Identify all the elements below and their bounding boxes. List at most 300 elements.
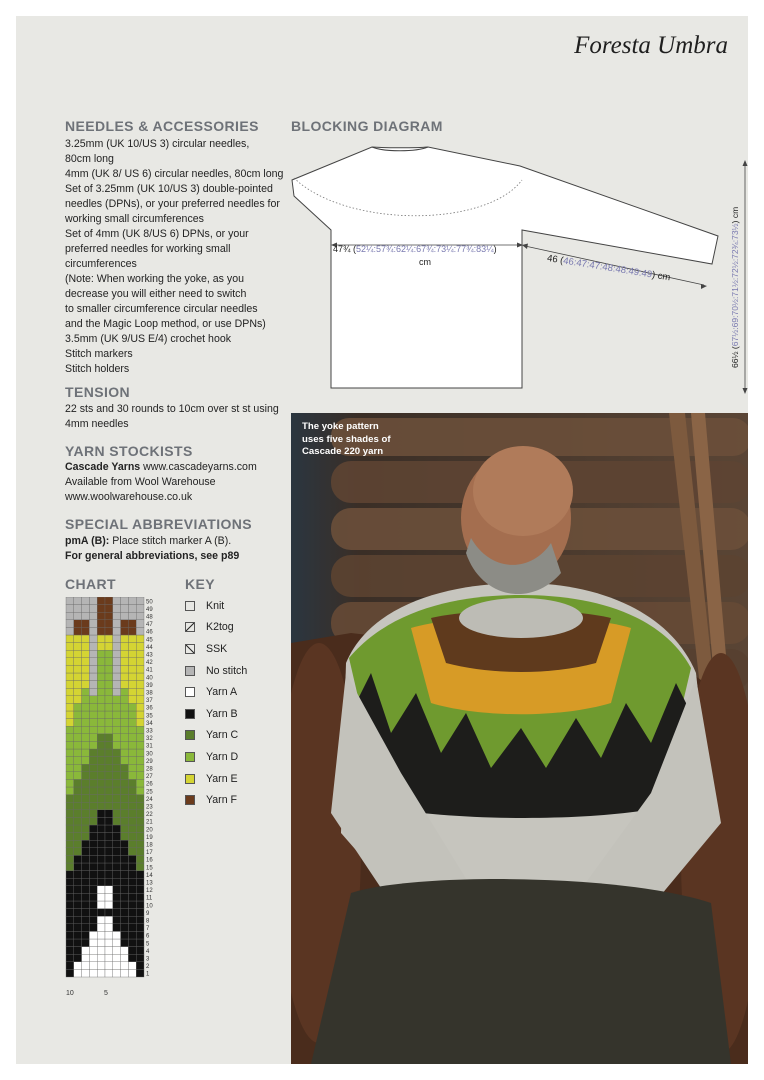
chart-row-number: 30 (146, 751, 153, 758)
chart-cell (89, 795, 97, 803)
key-label: Yarn B (206, 707, 238, 720)
chart-cell (121, 627, 129, 635)
chart-cell (97, 840, 105, 848)
chart-cell (136, 741, 144, 749)
chart-cell (105, 605, 113, 613)
chart-cell (82, 620, 90, 628)
chart-cell (121, 673, 129, 681)
chart-cell (105, 749, 113, 757)
k2tog-symbol-icon (185, 622, 195, 632)
chart-cell (128, 886, 136, 894)
chart-cell (74, 605, 82, 613)
chart-cell (128, 696, 136, 704)
chart-cell (136, 635, 144, 643)
chart-cell (82, 886, 90, 894)
chart-cell (136, 817, 144, 825)
chart-cell (128, 605, 136, 613)
chart-cell (136, 901, 144, 909)
chart-row-number: 22 (146, 812, 153, 819)
chart-cell (128, 681, 136, 689)
chart-cell (97, 711, 105, 719)
chart-cell (113, 810, 121, 818)
abbrev-heading: SPECIAL ABBREVIATIONS (65, 516, 253, 532)
chart-row-number: 44 (146, 644, 153, 651)
chart-cell (66, 643, 74, 651)
chart-cell (113, 893, 121, 901)
chart-cell (121, 893, 129, 901)
chart-cell (89, 696, 97, 704)
chart-cell (105, 643, 113, 651)
chart-cell (82, 840, 90, 848)
chart-cell (82, 772, 90, 780)
chart-row-number: 20 (146, 827, 153, 834)
chart-cell (82, 757, 90, 765)
chart-cell (113, 787, 121, 795)
chart-cell (82, 597, 90, 605)
chart-row-number: 8 (146, 918, 150, 925)
chart-cell (97, 734, 105, 742)
chart-cell (82, 711, 90, 719)
chart-row-numbers (146, 599, 153, 977)
chart-cell (136, 962, 144, 970)
chart-cell (113, 658, 121, 666)
chart-cell (113, 764, 121, 772)
chart-cell (121, 817, 129, 825)
chart-cell (82, 643, 90, 651)
chart-row-number: 39 (146, 682, 153, 689)
page (16, 16, 748, 1064)
chart-cell (136, 658, 144, 666)
chart-cell (89, 627, 97, 635)
chart-cell (82, 688, 90, 696)
chart-cell (89, 886, 97, 894)
chart-cell (89, 620, 97, 628)
chart-cell (74, 878, 82, 886)
key-label: Yarn D (206, 750, 239, 763)
chart-cell (66, 665, 74, 673)
chart-cell (82, 635, 90, 643)
chart-cell (97, 627, 105, 635)
chart-cell (105, 787, 113, 795)
chart-cell (66, 825, 74, 833)
chart-cell (97, 939, 105, 947)
chest-sizes: 52¼:57¾:62¼:67¾:73¼:77¾:83¼ (356, 244, 494, 254)
chart-cell (136, 734, 144, 742)
chart-row-number: 36 (146, 705, 153, 712)
chart-cell (66, 627, 74, 635)
chart-cell (82, 802, 90, 810)
chart-cell (136, 886, 144, 894)
chart-cell (82, 817, 90, 825)
chart-cell (89, 878, 97, 886)
chart-cell (105, 627, 113, 635)
chart-cell (136, 779, 144, 787)
chart-cell (66, 688, 74, 696)
chart-cell (136, 795, 144, 803)
chart-cell (128, 810, 136, 818)
chart-row-number: 45 (146, 637, 153, 644)
chart-cell (136, 810, 144, 818)
chart-cell (82, 605, 90, 613)
chart-row-number: 5 (146, 941, 150, 948)
chart-cell (136, 605, 144, 613)
key-label: Yarn F (206, 794, 238, 807)
chart-cell (89, 681, 97, 689)
needles-line: Set of 3.25mm (UK 10/US 3) double-pointed (65, 183, 273, 195)
chart-cell (105, 795, 113, 803)
chart-cell (74, 779, 82, 787)
chart-cell (97, 931, 105, 939)
chart-cell (128, 719, 136, 727)
chart-cell (113, 954, 121, 962)
chart-row-number: 29 (146, 758, 153, 765)
chart-cell (121, 840, 129, 848)
chart-cell (89, 612, 97, 620)
chart-cell (97, 703, 105, 711)
tension-text (65, 402, 279, 432)
chart-cell (82, 909, 90, 917)
chest-unit: cm (419, 257, 431, 267)
chart-cell (66, 969, 74, 977)
key-item-no-stitch (185, 660, 247, 682)
chart-cell (121, 954, 129, 962)
needles-line: to smaller circumference circular needles (65, 303, 258, 315)
chart-cell (74, 909, 82, 917)
chart-row-number: 11 (146, 895, 153, 902)
chart-cell (121, 924, 129, 932)
needles-line: circumferences (65, 258, 137, 270)
chart-cell (66, 673, 74, 681)
chart-cell (82, 612, 90, 620)
chart-row-number: 16 (146, 857, 153, 864)
chart-cell (113, 719, 121, 727)
chart-cell (82, 939, 90, 947)
chart-cell (89, 658, 97, 666)
chart-row-number: 32 (146, 736, 153, 743)
chart-cell (97, 863, 105, 871)
chart-cell (97, 696, 105, 704)
chart-cell (136, 719, 144, 727)
chart-cell (105, 757, 113, 765)
chart-cell (128, 726, 136, 734)
chart-cell (89, 650, 97, 658)
key-label: Yarn E (206, 772, 238, 785)
chart-cell (74, 810, 82, 818)
chart-cell (113, 969, 121, 977)
sleeve-measurement: 46 (46:47:47:48:48:49:49) cm (546, 253, 672, 284)
chart-cell (136, 711, 144, 719)
chart-cell (105, 863, 113, 871)
chart-cell (97, 612, 105, 620)
chart-cell (113, 825, 121, 833)
chart-cell (105, 825, 113, 833)
chart-cell (121, 688, 129, 696)
chart-row-number: 47 (146, 622, 153, 629)
chart-cell (121, 741, 129, 749)
chart-cell (89, 665, 97, 673)
chart-cell (105, 901, 113, 909)
key-item-knit (185, 595, 247, 617)
chart-cell (128, 802, 136, 810)
sleeve-sizes: 46:47:47:48:48:49:49 (562, 255, 653, 281)
chart-cell (89, 605, 97, 613)
chart-cell (113, 833, 121, 841)
chart-cell (89, 726, 97, 734)
chart-cell (89, 848, 97, 856)
chart-cell (97, 650, 105, 658)
chart-row-number: 23 (146, 804, 153, 811)
chart-row-number: 46 (146, 629, 153, 636)
chart-cell (128, 833, 136, 841)
chart-cell (97, 969, 105, 977)
chart-cell (113, 757, 121, 765)
chart-cell (113, 627, 121, 635)
chart-cell (136, 825, 144, 833)
chart-cell (128, 779, 136, 787)
chart-cell (82, 954, 90, 962)
chart-cell (113, 620, 121, 628)
chart-cell (121, 916, 129, 924)
chart-cell (89, 810, 97, 818)
chart-cell (105, 810, 113, 818)
chart-cell (136, 597, 144, 605)
chart-cell (66, 764, 74, 772)
chart-cell (128, 597, 136, 605)
chart-cell (128, 749, 136, 757)
chart-cell (105, 673, 113, 681)
chart-cell (82, 893, 90, 901)
chart-cell (128, 734, 136, 742)
needles-line: preferred needles for working small (65, 243, 231, 255)
chart-row-number: 33 (146, 728, 153, 735)
chart-cell (74, 833, 82, 841)
needles-line: working small circumferences (65, 213, 204, 225)
chart-cell (82, 855, 90, 863)
chart-cell (121, 909, 129, 917)
chart-cell (121, 810, 129, 818)
key-label: SSK (206, 642, 228, 655)
chart-cell (82, 726, 90, 734)
key-label: Yarn C (206, 729, 239, 742)
chart-cell (113, 650, 121, 658)
chart-cell (82, 825, 90, 833)
chart-cell (113, 779, 121, 787)
chart-cell (66, 635, 74, 643)
yarn-line (65, 460, 257, 475)
chart-cell (113, 688, 121, 696)
chart-cell (136, 696, 144, 704)
chart-cell (105, 855, 113, 863)
chart-cell (136, 726, 144, 734)
key-item-yarn-b (185, 703, 247, 725)
chart-cell (121, 962, 129, 970)
chart-cell (66, 757, 74, 765)
chart-cell (128, 703, 136, 711)
chart-cell (136, 909, 144, 917)
needles-line: decrease you will either need to switch (65, 288, 247, 300)
chart-row-number: 28 (146, 766, 153, 773)
chart-cell (113, 863, 121, 871)
chart-cell (128, 612, 136, 620)
chart-cell (105, 916, 113, 924)
chart-cell (82, 703, 90, 711)
chart-cell (105, 703, 113, 711)
chart-cell (66, 817, 74, 825)
key-item-yarn-a (185, 681, 247, 703)
chart-cell (74, 673, 82, 681)
chart-cell (89, 909, 97, 917)
needles-line: 3.25mm (UK 10/US 3) circular needles, (65, 138, 250, 150)
chart-cell (66, 863, 74, 871)
chart-cell (89, 962, 97, 970)
chart-row-number: 34 (146, 720, 153, 727)
chart-cell (136, 954, 144, 962)
chart-cell (105, 931, 113, 939)
length-measurement: 66½ (67½:69:70½:71½:72½:72¾:73½) cm (730, 206, 740, 368)
chart-row-number: 37 (146, 698, 153, 705)
chart-cell (136, 855, 144, 863)
chart-row-number: 41 (146, 667, 153, 674)
chart-cell (121, 947, 129, 955)
chart-cell (136, 893, 144, 901)
chart-row-number: 3 (146, 956, 150, 963)
chart-cell (128, 741, 136, 749)
chart-cell (66, 749, 74, 757)
yarn-brand: Cascade Yarns (65, 461, 141, 473)
chart-cell (105, 969, 113, 977)
chart-cell (113, 840, 121, 848)
chart-cell (82, 779, 90, 787)
yarn-a-swatch-icon (185, 687, 195, 697)
chart-cell (128, 848, 136, 856)
chart-cell (136, 764, 144, 772)
chart-cell (128, 931, 136, 939)
chart-cell (128, 939, 136, 947)
chart-cell (89, 833, 97, 841)
chart-cell (121, 734, 129, 742)
chart-cell (74, 741, 82, 749)
chart-cell (97, 916, 105, 924)
chart-cell (113, 597, 121, 605)
chart-cell (121, 848, 129, 856)
chart-cell (136, 939, 144, 947)
chart-cell (136, 772, 144, 780)
chart-cell (113, 711, 121, 719)
chart-cell (82, 627, 90, 635)
chart-cell (121, 779, 129, 787)
chart-row-number: 12 (146, 888, 153, 895)
chart-cell (82, 795, 90, 803)
chart-cell (89, 924, 97, 932)
chart-row-number: 38 (146, 690, 153, 697)
chart-cell (97, 871, 105, 879)
chart-cell (97, 947, 105, 955)
chart-row-number: 9 (146, 910, 150, 917)
chart-cell (113, 741, 121, 749)
chart-cell (113, 817, 121, 825)
chart-cell (105, 954, 113, 962)
needles-heading: NEEDLES & ACCESSORIES (65, 118, 259, 134)
chart-row-number: 48 (146, 614, 153, 621)
abbrev-general: For general abbreviations, see p89 (65, 550, 240, 562)
chart-cell (97, 764, 105, 772)
chart-cell (97, 673, 105, 681)
chart-cell (66, 719, 74, 727)
chart-cell (136, 848, 144, 856)
chart-cell (97, 810, 105, 818)
chart-cell (97, 962, 105, 970)
chart-cell (121, 696, 129, 704)
chart-cell (89, 719, 97, 727)
chart-cell (89, 802, 97, 810)
chart-cell (121, 795, 129, 803)
chart-cell (66, 612, 74, 620)
chart-cell (113, 871, 121, 879)
chart-cell (136, 703, 144, 711)
key-list (185, 595, 247, 811)
yarn-text (65, 460, 257, 505)
chart-cell (74, 939, 82, 947)
chart-cell (74, 612, 82, 620)
chart-row-number: 6 (146, 933, 150, 940)
chart-cell (113, 605, 121, 613)
chart-cell (128, 688, 136, 696)
chart-cell (136, 787, 144, 795)
chart-cell (74, 855, 82, 863)
chart-row-number: 26 (146, 781, 153, 788)
chart-cell (66, 931, 74, 939)
chart-cell (113, 635, 121, 643)
chart-cell (66, 810, 74, 818)
chart-row-number: 4 (146, 948, 150, 955)
chart-cell (97, 605, 105, 613)
yarn-f-swatch-icon (185, 795, 195, 805)
no-stitch-symbol-icon (185, 666, 195, 676)
chart-cell (74, 597, 82, 605)
chart-cell (66, 787, 74, 795)
chart-cell (89, 871, 97, 879)
chart-cell (66, 871, 74, 879)
chart-cell (128, 924, 136, 932)
chart-cell (74, 886, 82, 894)
chart-cell (74, 795, 82, 803)
chart-cell (97, 817, 105, 825)
key-label: Yarn A (206, 686, 238, 699)
chart-cell (74, 650, 82, 658)
chart-cell (97, 741, 105, 749)
chart-cell (128, 665, 136, 673)
chart-cell (136, 688, 144, 696)
abbrev-text (65, 534, 239, 564)
needles-line: Stitch holders (65, 363, 130, 375)
chart-cell (97, 749, 105, 757)
chart-cell (66, 703, 74, 711)
chart-cell (97, 878, 105, 886)
chart-cell (113, 916, 121, 924)
chart-cell (121, 901, 129, 909)
chart-row-number: 42 (146, 660, 153, 667)
chart-cell (128, 893, 136, 901)
chart-cell (105, 947, 113, 955)
chart-cell (66, 779, 74, 787)
chart-cell (66, 939, 74, 947)
chart-cell (105, 658, 113, 666)
chart-cell (128, 954, 136, 962)
chart-cell (89, 787, 97, 795)
chart-cell (74, 931, 82, 939)
chart-cell (89, 947, 97, 955)
key-item-yarn-c (185, 725, 247, 747)
